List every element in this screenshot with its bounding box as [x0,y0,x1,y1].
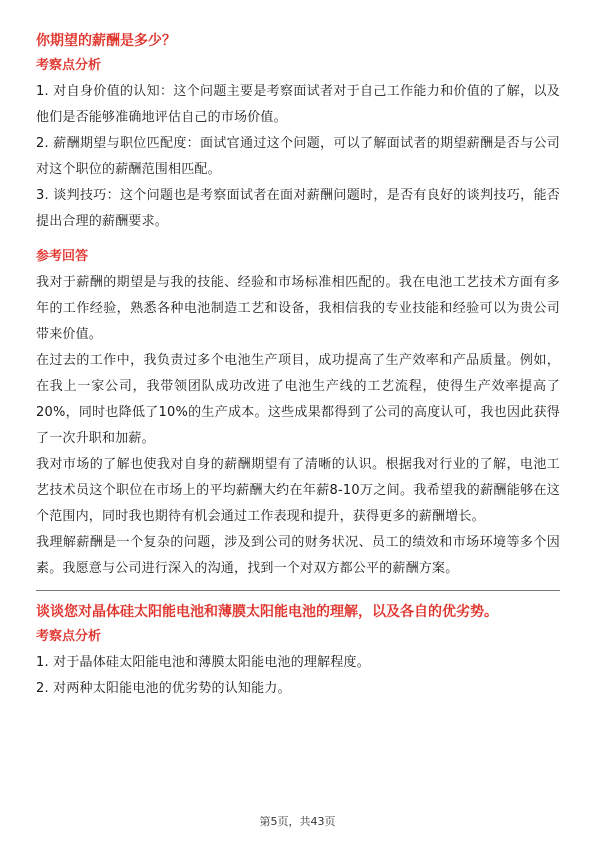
analysis-item: 1. 对自身价值的认知：这个问题主要是考察面试者对于自己工作能力和价值的了解，以及他们是否能够准确地评估自己的市场价值。 [36,84,560,125]
page-number: 第5页，共43页 [259,815,336,828]
answer-heading: 参考回答 [36,249,89,264]
page-content [36,30,560,702]
answer-paragraph: 我对于薪酬的期望是与我的技能、经验和市场标准相匹配的。我在电池工艺技术方面有多年的工作经验，熟悉各种电池制造工艺和设备，我相信我的专业技能和经验可以为贵公司带来价值。 [36,275,560,342]
answer-paragraph: 在过去的工作中，我负责过多个电池生产项目，成功提高了生产效率和产品质量。例如，在我上一家公司，我带领团队成功改进了电池生产线的工艺流程，使得生产效率提高了20%，同时也降低了10%的生产成本。这些成果都得到了公司的高度认可，我也因此获得了一次升职和加薪。 [36,353,560,446]
analysis-heading: 考察点分析 [36,629,102,644]
analysis-item: 1. 对于晶体硅太阳能电池和薄膜太阳能电池的理解程度。 [36,655,370,670]
analysis-item: 2. 薪酬期望与职位匹配度：面试官通过这个问题，可以了解面试者的期望薪酬是否与公司对这个职位的薪酬范围相匹配。 [36,136,560,177]
analysis-item: 2. 对两种太阳能电池的优劣势的认知能力。 [36,681,291,696]
section-divider [36,590,560,591]
answer-paragraph: 我理解薪酬是一个复杂的问题，涉及到公司的财务状况、员工的绩效和市场环境等多个因素。我愿意与公司进行深入的沟通，找到一个对双方都公平的薪酬方案。 [36,535,560,576]
analysis-heading: 考察点分析 [36,58,102,73]
question-title: 你期望的薪酬是多少？ [36,33,176,49]
question-title: 谈谈您对晶体硅太阳能电池和薄膜太阳能电池的理解，以及各自的优劣势。 [36,604,498,620]
analysis-item: 3. 谈判技巧：这个问题也是考察面试者在面对薪酬问题时，是否有良好的谈判技巧，能否提出合理的薪酬要求。 [36,188,560,229]
answer-paragraph: 我对市场的了解也使我对自身的薪酬期望有了清晰的认识。根据我对行业的了解，电池工艺技术员这个职位在市场上的平均薪酬大约在年薪8-10万之间。我希望我的薪酬能够在这个范围内，同时我也期待有机会通过工作表现和提升，获得更多的薪酬增长。 [36,457,560,524]
